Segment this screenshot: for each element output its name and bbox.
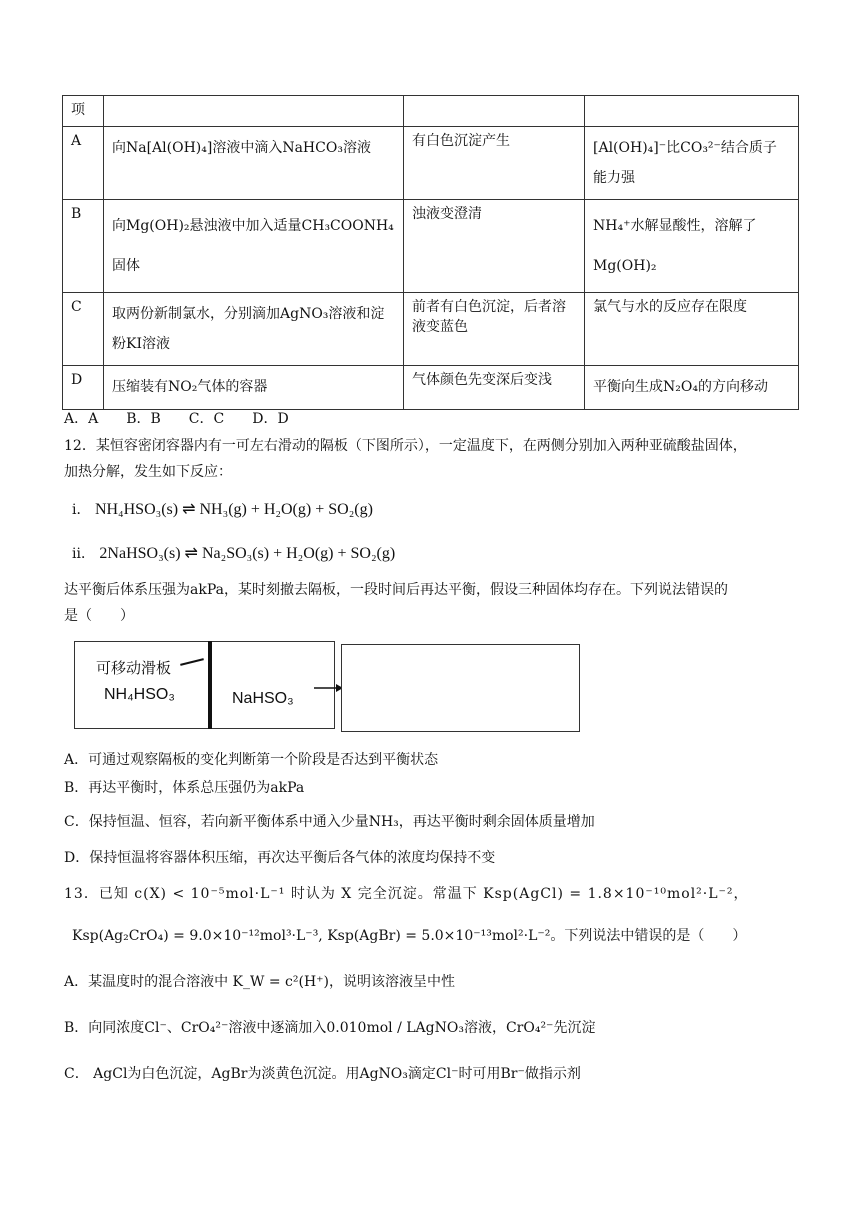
slider-label: 可移动滑板 (96, 660, 172, 677)
operation-cell: 压缩装有NO₂气体的容器 (104, 366, 404, 410)
reaction-i (72, 500, 373, 520)
operation-cell: 向Mg(OH)₂悬浊液中加入适量CH₃COONH₄固体 (104, 200, 404, 293)
reaction-ii-label: ⅱ． (72, 546, 95, 562)
row-label: C (63, 293, 104, 366)
reaction-i-equation: NH₄HSO₃(s) ⇌ NH₃(g) + H₂O(g) + SO₂(g) (94, 501, 373, 518)
conclusion-cell: 氯气与水的反应存在限度 (585, 293, 799, 366)
left-compartment-label: NH₄HSO₃ (104, 686, 175, 703)
q12-option-d: D．保持恒温将容器体积压缩，再次达平衡后各气体的浓度均保持不变 (64, 850, 496, 866)
right-compartment-label: NaHSO₃ (232, 690, 294, 707)
table-row (63, 200, 799, 293)
q13-stem-line2: Ksp(Ag₂CrO₄) = 9.0×10⁻¹²mol³·L⁻³, Ksp(AgBr) = 5.0×10⁻¹³mol²·L⁻²。下列说法中错误的是（ ） (72, 928, 747, 944)
q13-option-b: B．向同浓度Cl⁻、CrO₄²⁻溶液中逐滴加入0.010mol / LAgNO₃溶液，CrO₄²⁻先沉淀 (64, 1020, 596, 1036)
conclusion-cell: [Al(OH)₄]⁻比CO₃²⁻结合质子能力强 (585, 127, 799, 200)
operation-cell: 向Na[Al(OH)₄]溶液中滴入NaHCO₃溶液 (104, 127, 404, 200)
operation-cell: 取两份新制氯水，分别滴加AgNO₃溶液和淀粉KI溶液 (104, 293, 404, 366)
row-label: A (63, 127, 104, 200)
q11-options: A．A B．B C．C D．D (64, 411, 289, 427)
table-row (63, 127, 799, 200)
phenomenon-cell: 有白色沉淀产生 (404, 127, 585, 200)
q12-option-c: C．保持恒温、恒容，若向新平衡体系中通入少量NH₃，再达平衡时剩余固体质量增加 (64, 814, 595, 830)
q13-stem-line1: 13．已知 c(X) < 10⁻⁵mol·L⁻¹ 时认为 X 完全沉淀。常温下 Ksp(AgCl) = 1.8×10⁻¹⁰mol²·L⁻²， (64, 886, 749, 902)
header-cell: 项 (63, 96, 104, 127)
phenomenon-cell: 浊液变澄清 (404, 200, 585, 293)
conclusion-cell: 平衡向生成N₂O₄的方向移动 (585, 366, 799, 410)
table-row (63, 366, 799, 410)
q12-stem-line4: 是（ ） (64, 608, 134, 624)
phenomenon-cell: 前者有白色沉淀，后者溶液变蓝色 (404, 293, 585, 366)
arrow-icon (312, 682, 344, 694)
reaction-ii (72, 544, 395, 564)
phenomenon-cell: 气体颜色先变深后变浅 (404, 366, 585, 410)
row-label: B (63, 200, 104, 293)
experiment-table (62, 95, 799, 410)
q13-option-c: C． AgCl为白色沉淀，AgBr为淡黄色沉淀。用AgNO₃滴定Cl⁻时可用Br⁻做指示剂 (64, 1066, 581, 1082)
q12-option-b: B．再达平衡时，体系总压强仍为akPa (64, 780, 305, 796)
reaction-i-label: ⅰ． (72, 502, 91, 518)
table-header-row (63, 96, 799, 127)
header-cell (104, 96, 404, 127)
header-cell (404, 96, 585, 127)
q13-option-a: A．某温度时的混合溶液中 K_W = c²(H⁺)，说明该溶液呈中性 (64, 974, 456, 990)
conclusion-cell: NH₄⁺水解显酸性，溶解了Mg(OH)₂ (585, 200, 799, 293)
row-label: D (63, 366, 104, 410)
q12-stem-line3: 达平衡后体系压强为akPa，某时刻撤去隔板，一段时间后再达平衡，假设三种固体均存在。下列说法错误的 (64, 582, 728, 598)
table-row (63, 293, 799, 366)
q12-stem-line2: 加热分解，发生如下反应： (64, 464, 232, 480)
q12-option-a: A．可通过观察隔板的变化判断第一个阶段是否达到平衡状态 (64, 752, 439, 768)
container-before (74, 641, 335, 729)
reaction-ii-equation: 2NaHSO₃(s) ⇌ Na₂SO₃(s) + H₂O(g) + SO₂(g) (99, 545, 396, 562)
header-cell (585, 96, 799, 127)
movable-partition (208, 641, 212, 729)
container-after (341, 644, 580, 732)
q12-stem-line1: 12．某恒容密闭容器内有一可左右滑动的隔板（下图所示），一定温度下，在两侧分别加入两种亚硫酸盐固体， (64, 438, 747, 454)
